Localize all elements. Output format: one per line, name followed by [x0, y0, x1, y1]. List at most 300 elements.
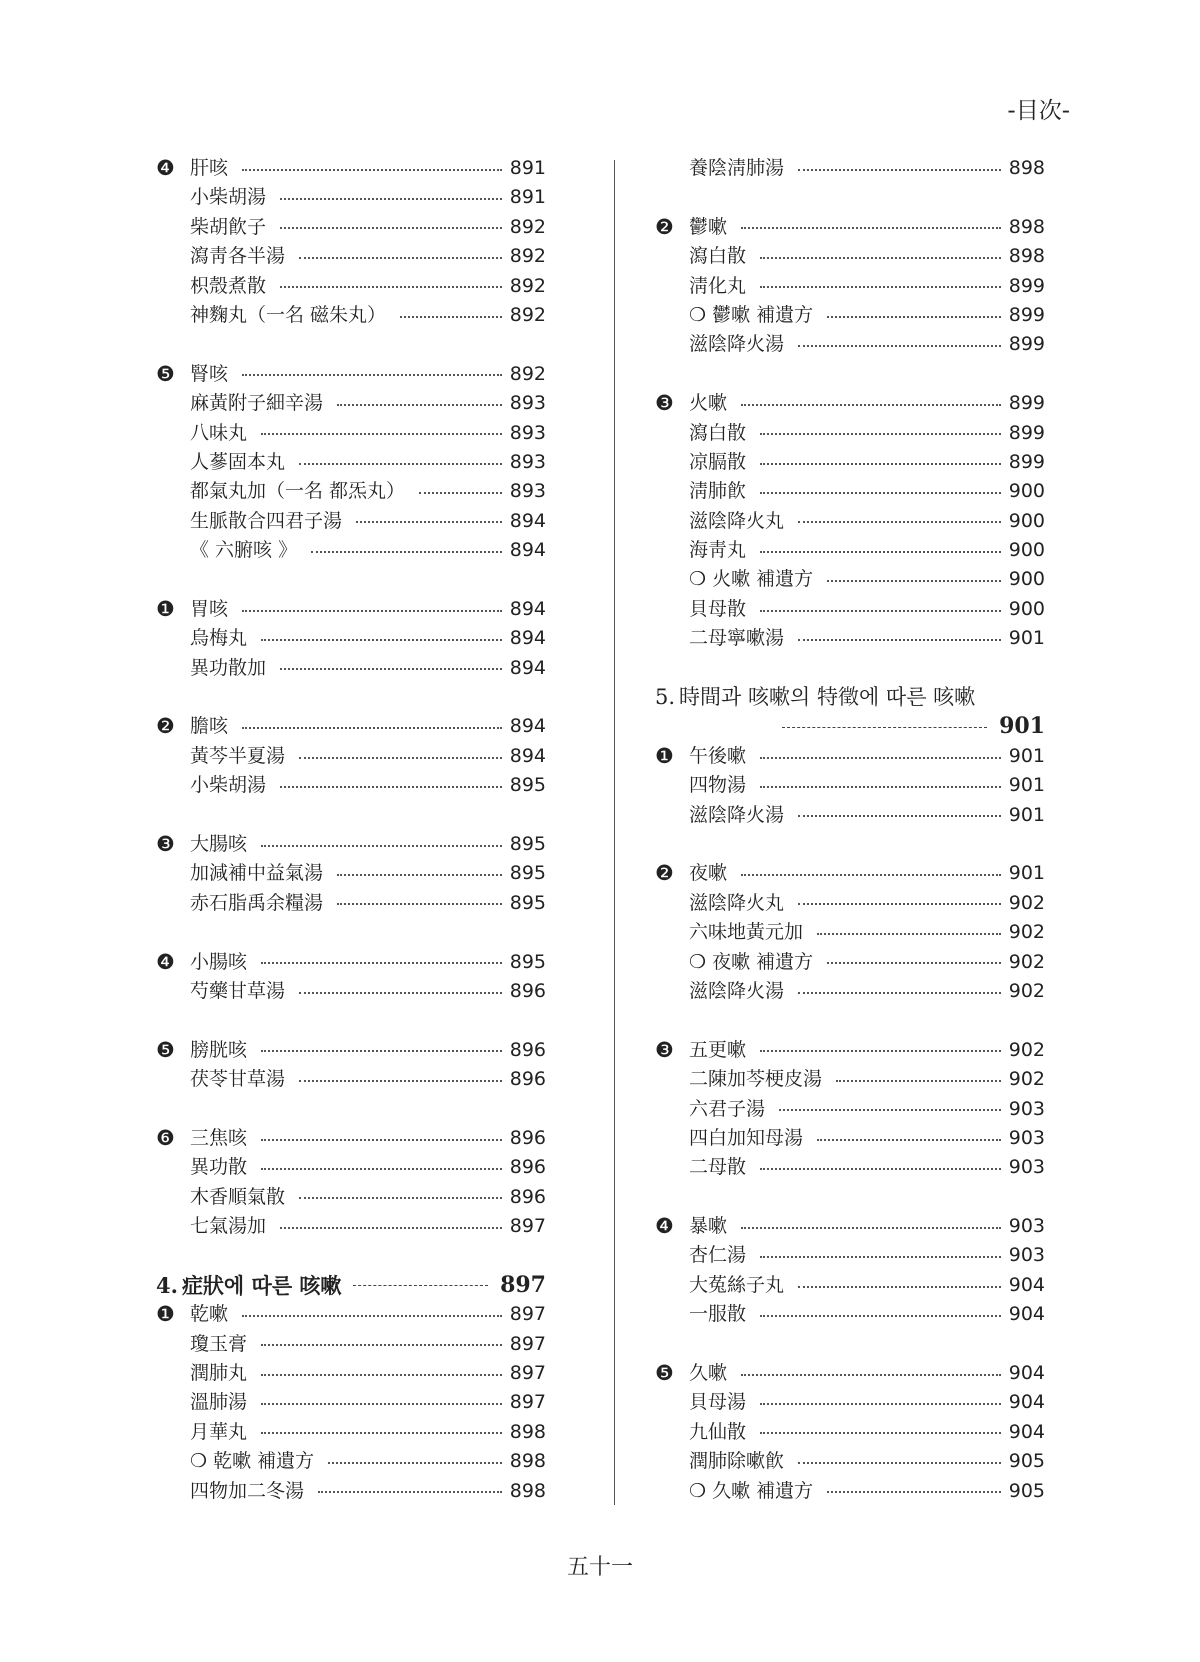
entry-title: 六君子湯: [689, 1097, 766, 1120]
dot-leader: [798, 639, 1001, 641]
dot-leader: [741, 1227, 1001, 1229]
entry-title: 凉膈散: [689, 450, 747, 473]
spacer: [655, 360, 1045, 389]
entry-title: 五更嗽: [689, 1038, 747, 1061]
toc-entry-heading: [655, 859, 1045, 888]
entry-title: 小柴胡湯: [190, 186, 267, 209]
entry-title: 神麴丸（一名 磁朱丸）: [190, 303, 387, 326]
entry-title: 麻黃附子細辛湯: [190, 392, 324, 415]
toc-entry: [655, 1095, 1045, 1124]
toc-section-heading: [156, 1271, 546, 1300]
entry-title: 大菟絲子丸: [689, 1273, 785, 1296]
dot-leader: [827, 316, 1001, 318]
entry-title: 黃芩半夏湯: [190, 744, 286, 767]
toc-entry: [655, 801, 1045, 830]
entry-title: 滋陰降火湯: [689, 803, 785, 826]
spacer: [156, 330, 546, 359]
toc-entry: [156, 1065, 546, 1094]
dot-leader: [760, 257, 1001, 259]
toc-entry: [156, 859, 546, 888]
toc-entry: [156, 1153, 546, 1182]
toc-section-page-line: [655, 712, 1045, 741]
dot-leader: [299, 1080, 502, 1082]
spacer: [156, 918, 546, 947]
toc-right-column: [655, 154, 1045, 1506]
entry-title: 八味丸: [190, 421, 248, 444]
toc-entry-heading: [156, 1036, 546, 1065]
dot-leader: [261, 1139, 502, 1141]
page-number: 893: [509, 450, 546, 473]
toc-entry: [156, 1212, 546, 1241]
entry-title: 異功散: [190, 1156, 248, 1179]
page-number: 897: [500, 1271, 546, 1298]
entry-title: 瓊玉膏: [190, 1332, 248, 1355]
toc-entry: [655, 1418, 1045, 1447]
dot-leader: [400, 316, 502, 318]
page-number: 901: [1008, 774, 1045, 797]
entry-title: ❍ 乾嗽 補遺方: [190, 1450, 315, 1473]
dot-leader: [798, 345, 1001, 347]
entry-title: 《 六腑咳 》: [190, 539, 298, 562]
dot-leader: [741, 227, 1001, 229]
toc-entry: [655, 1300, 1045, 1329]
entry-title: 鬱嗽: [689, 215, 728, 238]
toc-entry: [655, 771, 1045, 800]
toc-entry: [156, 624, 546, 653]
entry-title: 貝母散: [689, 597, 747, 620]
page-number: 892: [509, 303, 546, 326]
page-number: 899: [1008, 274, 1045, 297]
dot-leader: [760, 1168, 1001, 1170]
entry-title: 加減補中益氣湯: [190, 862, 324, 885]
toc-section-heading: [655, 683, 1045, 712]
entry-title: 潤肺丸: [190, 1362, 248, 1385]
toc-entry-heading: [156, 830, 546, 859]
entry-title: 芍藥甘草湯: [190, 979, 286, 1002]
spacer: [655, 1006, 1045, 1035]
section-title: 時間과 咳嗽의 特徵에 따른 咳嗽: [679, 685, 976, 710]
dot-leader: [741, 404, 1001, 406]
page-number: 902: [1008, 1068, 1045, 1091]
leader-line: [353, 1285, 488, 1286]
toc-entry: [156, 242, 546, 271]
number-marker: ❹: [156, 156, 175, 180]
dot-leader: [760, 610, 1001, 612]
entry-title: 膀胱咳: [190, 1038, 248, 1061]
dot-leader: [827, 580, 1001, 582]
dot-leader: [419, 492, 502, 494]
page-number: 896: [509, 979, 546, 1002]
number-marker: ❶: [156, 596, 175, 621]
dot-leader: [261, 845, 502, 847]
dot-leader: [760, 492, 1001, 494]
entry-title: 杏仁湯: [689, 1244, 747, 1267]
dot-leader: [798, 903, 1001, 905]
page-number: 898: [509, 1420, 546, 1443]
dot-leader: [798, 521, 1001, 523]
entry-title: 四物湯: [689, 774, 747, 797]
toc-entry: [655, 154, 1045, 183]
number-marker: ❸: [156, 831, 175, 856]
section-title: 症狀에 따른 咳嗽: [181, 1272, 342, 1298]
page-number: 902: [1008, 1038, 1045, 1061]
spacer: [655, 183, 1045, 212]
spacer: [655, 830, 1045, 859]
toc-entry: [156, 1359, 546, 1388]
toc-entry: [655, 624, 1045, 653]
entry-title: 二母散: [689, 1156, 747, 1179]
dot-leader: [760, 433, 1001, 435]
toc-entry: [655, 1124, 1045, 1153]
dot-leader: [798, 992, 1001, 994]
number-marker: ❶: [156, 1302, 175, 1327]
entry-title: 三焦咳: [190, 1126, 248, 1149]
toc-entry: [655, 977, 1045, 1006]
page-number: 898: [509, 1479, 546, 1502]
entry-title: 茯苓甘草湯: [190, 1068, 286, 1091]
page-number: 892: [509, 274, 546, 297]
page-number: 894: [509, 597, 546, 620]
number-marker: ❹: [655, 1214, 674, 1239]
number-marker: ❸: [655, 1037, 674, 1062]
page-number: 898: [1008, 245, 1045, 268]
page-number: 891: [509, 186, 546, 209]
toc-entry: [156, 1418, 546, 1447]
entry-title: 月華丸: [190, 1420, 248, 1443]
entry-title: 瀉白散: [689, 421, 747, 444]
dot-leader: [242, 169, 502, 171]
dot-leader: [798, 169, 1001, 171]
number-marker: ❻: [156, 1125, 175, 1150]
toc-entry: [156, 419, 546, 448]
spacer: [655, 654, 1045, 683]
dot-leader: [299, 992, 502, 994]
page-number: 897: [509, 1215, 546, 1238]
dot-leader: [242, 610, 502, 612]
toc-entry-heading: [156, 948, 546, 977]
dot-leader: [817, 1139, 1001, 1141]
toc-entry: [156, 1388, 546, 1417]
page-number: 899: [1008, 392, 1045, 415]
toc-entry: [655, 536, 1045, 565]
dot-leader: [760, 286, 1001, 288]
entry-title: 滋陰降火湯: [689, 979, 785, 1002]
dot-leader: [798, 1286, 1001, 1288]
page-number: 894: [509, 656, 546, 679]
page-number: 895: [509, 862, 546, 885]
dot-leader: [280, 1227, 502, 1229]
page-number: 896: [509, 1038, 546, 1061]
entry-title: 異功散加: [190, 656, 267, 679]
spacer: [156, 1006, 546, 1035]
page-number: 905: [1008, 1450, 1045, 1473]
page-number: 904: [1008, 1362, 1045, 1385]
dot-leader: [261, 1168, 502, 1170]
toc-entry: [156, 183, 546, 212]
toc-entry: [655, 889, 1045, 918]
toc-entry-heading: [655, 213, 1045, 242]
toc-entry-heading: [156, 360, 546, 389]
dot-leader: [760, 463, 1001, 465]
entry-title: 淸肺飮: [689, 480, 747, 503]
entry-title: 貝母湯: [689, 1391, 747, 1414]
dot-leader: [827, 1491, 1001, 1493]
page-number: 899: [1008, 421, 1045, 444]
toc-entry: [156, 389, 546, 418]
number-marker: ❸: [655, 391, 674, 416]
toc-left-column: [156, 154, 546, 1506]
page-number: 894: [509, 744, 546, 767]
toc-entry: [655, 1388, 1045, 1417]
dot-leader: [817, 933, 1001, 935]
entry-title: 六味地黃元加: [689, 921, 804, 944]
toc-entry: [655, 301, 1045, 330]
entry-title: 柴胡飮子: [190, 215, 267, 238]
entry-title: 暴嗽: [689, 1215, 728, 1238]
dot-leader: [760, 1403, 1001, 1405]
dot-leader: [741, 874, 1001, 876]
dot-leader: [261, 962, 502, 964]
dot-leader: [337, 903, 502, 905]
entry-title: 七氣湯加: [190, 1215, 267, 1238]
entry-title: 二陳加芩梗皮湯: [689, 1068, 823, 1091]
page-number: 899: [1008, 450, 1045, 473]
toc-entry-heading: [156, 154, 546, 183]
toc-entry: [156, 272, 546, 301]
entry-title: ❍ 夜嗽 補遺方: [689, 950, 814, 973]
spacer: [156, 801, 546, 830]
page-number: 893: [509, 392, 546, 415]
dot-leader: [798, 815, 1001, 817]
dot-leader: [261, 1403, 502, 1405]
dot-leader: [311, 551, 502, 553]
dot-leader: [280, 286, 502, 288]
entry-title: 滋陰降火湯: [689, 333, 785, 356]
toc-entry: [655, 477, 1045, 506]
toc-entry: [655, 419, 1045, 448]
dot-leader: [318, 1491, 502, 1493]
dot-leader: [280, 786, 502, 788]
dot-leader: [280, 198, 502, 200]
number-marker: ❷: [655, 214, 674, 239]
entry-title: 瀉白散: [689, 245, 747, 268]
page-number: 893: [509, 480, 546, 503]
dot-leader: [242, 1315, 502, 1317]
page-number: 898: [509, 1450, 546, 1473]
entry-title: 赤石脂禹余糧湯: [190, 891, 324, 914]
page-number: 894: [509, 715, 546, 738]
page-number: 897: [509, 1332, 546, 1355]
toc-entry-heading: [156, 1124, 546, 1153]
page-number: 897: [509, 1362, 546, 1385]
section-number: 4.: [156, 1272, 178, 1298]
entry-title: 瀉靑各半湯: [190, 245, 286, 268]
entry-title: 二母寧嗽湯: [689, 627, 785, 650]
toc-entry: [156, 654, 546, 683]
entry-title: 一服散: [689, 1303, 747, 1326]
page-header: -目次-: [1007, 98, 1070, 124]
page-number: 898: [1008, 157, 1045, 179]
entry-title: 午後嗽: [689, 744, 747, 767]
entry-title: 久嗽: [689, 1362, 728, 1385]
page-number: 896: [509, 1156, 546, 1179]
toc-entry: [655, 1447, 1045, 1476]
page-number: 902: [1008, 950, 1045, 973]
page-number: 899: [1008, 303, 1045, 326]
toc-entry: [655, 507, 1045, 536]
dot-leader: [337, 874, 502, 876]
number-marker: ❺: [156, 1037, 175, 1062]
dot-leader: [760, 786, 1001, 788]
page-number: 897: [509, 1391, 546, 1414]
spacer: [655, 1183, 1045, 1212]
page-number-footer: 五十一: [566, 1555, 633, 1580]
toc-entry: [156, 1183, 546, 1212]
dot-leader: [261, 639, 502, 641]
page-number: 893: [509, 421, 546, 444]
dot-leader: [741, 1374, 1001, 1376]
entry-title: 烏梅丸: [190, 627, 248, 650]
column-divider: [614, 160, 615, 1505]
page-number: 891: [509, 157, 546, 179]
entry-title: 乾嗽: [190, 1303, 229, 1326]
page-number: 901: [1008, 744, 1045, 767]
page-number: 894: [509, 539, 546, 562]
entry-title: 腎咳: [190, 362, 229, 385]
entry-title: 養陰淸肺湯: [689, 157, 785, 179]
dot-leader: [242, 374, 502, 376]
entry-title: 火嗽: [689, 392, 728, 415]
page-number: 895: [509, 950, 546, 973]
number-marker: ❷: [655, 861, 674, 886]
dot-leader: [299, 257, 502, 259]
number-marker: ❶: [655, 743, 674, 768]
toc-entry-heading: [655, 389, 1045, 418]
entry-title: 夜嗽: [689, 862, 728, 885]
page-number: 900: [1008, 480, 1045, 503]
dot-leader: [760, 1256, 1001, 1258]
entry-title: 木香順氣散: [190, 1185, 286, 1208]
entry-title: ❍ 火嗽 補遺方: [689, 568, 814, 591]
entry-title: 小柴胡湯: [190, 774, 267, 797]
entry-title: 滋陰降火丸: [689, 509, 785, 532]
page-number: 900: [1008, 539, 1045, 562]
toc-entry: [156, 1477, 546, 1506]
page-number: 903: [1008, 1244, 1045, 1267]
entry-title: 大腸咳: [190, 832, 248, 855]
page-number: 901: [1008, 803, 1045, 826]
dot-leader: [328, 1462, 502, 1464]
dot-leader: [337, 404, 502, 406]
entry-title: 滋陰降火丸: [689, 891, 785, 914]
toc-entry: [655, 1065, 1045, 1094]
page-number: 901: [1008, 627, 1045, 650]
toc-entry: [156, 507, 546, 536]
page-number: 897: [509, 1303, 546, 1326]
entry-title: 生脈散合四君子湯: [190, 509, 343, 532]
entry-title: 淸化丸: [689, 274, 747, 297]
leader-line: [782, 727, 987, 728]
toc-entry: [655, 448, 1045, 477]
toc-entry-heading: [655, 1359, 1045, 1388]
entry-title: 潤肺除嗽飮: [689, 1450, 785, 1473]
entry-title: ❍ 久嗽 補遺方: [689, 1479, 814, 1502]
dot-leader: [261, 433, 502, 435]
toc-entry: [655, 1241, 1045, 1270]
dot-leader: [299, 757, 502, 759]
page-number: 902: [1008, 891, 1045, 914]
page-number: 896: [509, 1126, 546, 1149]
dot-leader: [261, 1374, 502, 1376]
number-marker: ❺: [655, 1361, 674, 1386]
toc-entry: [655, 242, 1045, 271]
page-number: 895: [509, 832, 546, 855]
page-number: 894: [509, 509, 546, 532]
toc-entry: [156, 536, 546, 565]
entry-title: 四物加二冬湯: [190, 1479, 305, 1502]
spacer: [156, 565, 546, 594]
toc-entry-heading: [156, 595, 546, 624]
dot-leader: [760, 551, 1001, 553]
entry-title: 海靑丸: [689, 539, 747, 562]
number-marker: ❺: [156, 361, 175, 386]
page-number: 905: [1008, 1479, 1045, 1502]
page-number: 902: [1008, 979, 1045, 1002]
toc-entry: [655, 565, 1045, 594]
entry-title: 都氣丸加（一名 都炁丸）: [190, 480, 406, 503]
entry-title: 小腸咳: [190, 950, 248, 973]
toc-entry-heading: [655, 742, 1045, 771]
page-number: 904: [1008, 1391, 1045, 1414]
page-number: 904: [1008, 1420, 1045, 1443]
dot-leader: [798, 1462, 1001, 1464]
dot-leader: [779, 1109, 1001, 1111]
toc-entry: [156, 771, 546, 800]
toc-entry-heading: [156, 1300, 546, 1329]
section-number: 5.: [655, 685, 676, 710]
page-number: 898: [1008, 215, 1045, 238]
toc-entry: [655, 948, 1045, 977]
number-marker: ❹: [156, 949, 175, 974]
dot-leader: [760, 1432, 1001, 1434]
number-marker: ❷: [156, 714, 175, 739]
page-number: 904: [1008, 1273, 1045, 1296]
page-number: 901: [1008, 862, 1045, 885]
toc-entry: [156, 213, 546, 242]
toc-entry: [655, 1271, 1045, 1300]
page-number: 892: [509, 215, 546, 238]
entry-title: ❍ 鬱嗽 補遺方: [689, 303, 814, 326]
entry-title: 枳殼煮散: [190, 274, 267, 297]
toc-entry: [655, 918, 1045, 947]
toc-entry: [156, 301, 546, 330]
page-number: 900: [1008, 568, 1045, 591]
page-number: 903: [1008, 1215, 1045, 1238]
toc-entry: [655, 330, 1045, 359]
toc-entry: [655, 595, 1045, 624]
page-number: 903: [1008, 1126, 1045, 1149]
page-number: 894: [509, 627, 546, 650]
toc-entry: [156, 977, 546, 1006]
dot-leader: [280, 227, 502, 229]
dot-leader: [827, 962, 1001, 964]
page-number: 903: [1008, 1156, 1045, 1179]
page-number: 895: [509, 891, 546, 914]
page-number: 896: [509, 1068, 546, 1091]
dot-leader: [760, 1050, 1001, 1052]
page-number: 900: [1008, 509, 1045, 532]
page-number: 902: [1008, 921, 1045, 944]
